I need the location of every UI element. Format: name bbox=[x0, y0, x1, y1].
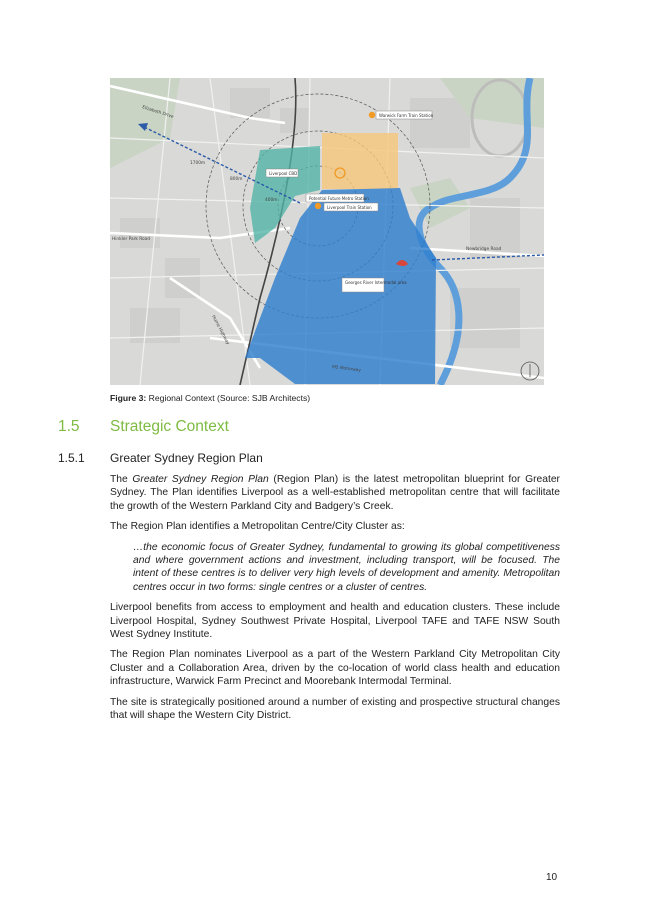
paragraph-4: The Region Plan nominates Liverpool as a part of the Western Parkland City Metropolitan City Cluster and a Collaboration Area, driven by the co-location of world class health and education infrastructure, Warwick Farm Precinct and Moorebank Intermodal Terminal. bbox=[110, 649, 560, 688]
label-road-diag: Hume Highway bbox=[210, 314, 231, 346]
subsection-heading bbox=[58, 451, 263, 465]
section-heading bbox=[58, 418, 229, 436]
paragraph-1-lead: The bbox=[110, 474, 133, 485]
block-quote: …the economic focus of Greater Sydney, fundamental to growing its global competitiveness and where government actions and investment, including transport, will be focused. The intent of these centres is to deliver very high levels of development and amenity. Metropolitan centres occur in two forms: single centres or a cluster of centres. bbox=[133, 541, 560, 593]
figure-caption bbox=[110, 393, 310, 403]
label-ring-800: 800m bbox=[230, 177, 243, 182]
label-road-top-left: Elizabeth Drive bbox=[141, 105, 174, 120]
label-road-bottom: M5 Motorway bbox=[331, 365, 362, 374]
regional-context-map bbox=[110, 78, 544, 385]
paragraph-1-rest: (Region Plan) is the latest metropolitan blueprint for Greater Sydney. The Plan identifies Liverpool as a well-established metropolitan centre that will facilitate the growth of the Western Parkland City and Badgery’s Creek. bbox=[110, 474, 560, 512]
label-road-left: Hinkler Park Road bbox=[112, 237, 151, 242]
map-graphic bbox=[110, 78, 544, 385]
svg-text:Liverpool CBD: Liverpool CBD bbox=[269, 171, 298, 176]
label-ring-1700: 1700m bbox=[190, 161, 206, 166]
tag-liverpool-station bbox=[324, 203, 378, 211]
paragraph-2: The Region Plan identifies a Metropolitan Centre/City Cluster as: bbox=[110, 521, 405, 533]
paragraph-1 bbox=[110, 473, 560, 513]
warwick-station-marker bbox=[369, 112, 375, 118]
figure-caption-label: Figure 3: bbox=[110, 393, 147, 403]
liverpool-station-marker bbox=[315, 203, 321, 209]
tag-liverpool-cbd bbox=[266, 169, 298, 177]
page-number: 10 bbox=[546, 872, 558, 883]
svg-text:Liverpool Train Station: Liverpool Train Station bbox=[327, 205, 372, 210]
svg-text:Georges River Intermodal area: Georges River Intermodal area bbox=[345, 280, 407, 285]
tag-metro-station bbox=[306, 194, 369, 202]
section-number: 1.5 bbox=[58, 418, 80, 435]
body-text bbox=[110, 473, 560, 730]
svg-text:Warwick Farm Train Station: Warwick Farm Train Station bbox=[379, 113, 434, 118]
label-ring-400: 400m bbox=[265, 198, 278, 203]
section-title: Strategic Context bbox=[110, 418, 229, 435]
figure-caption-text: Regional Context (Source: SJB Architects) bbox=[146, 393, 311, 403]
tag-warwick-station bbox=[376, 111, 434, 119]
paragraph-5: The site is strategically positioned around a number of existing and prospective structural changes that will shape the Western City District. bbox=[110, 696, 560, 722]
subsection-number: 1.5.1 bbox=[58, 451, 85, 465]
subsection-title: Greater Sydney Region Plan bbox=[110, 451, 263, 465]
paragraph-1-italic: Greater Sydney Region Plan bbox=[132, 474, 269, 485]
svg-text:Potential Future Metro Station: Potential Future Metro Station bbox=[309, 196, 369, 201]
label-road-right: Newbridge Road bbox=[466, 247, 502, 252]
warwick-farm-zone bbox=[322, 133, 398, 189]
paragraph-3: Liverpool benefits from access to employment and health and education clusters. These include Liverpool Hospital, Sydney Southwest Private Hospital, Liverpool TAFE and TAFE NSW South West Sydney Institute. bbox=[110, 602, 560, 641]
